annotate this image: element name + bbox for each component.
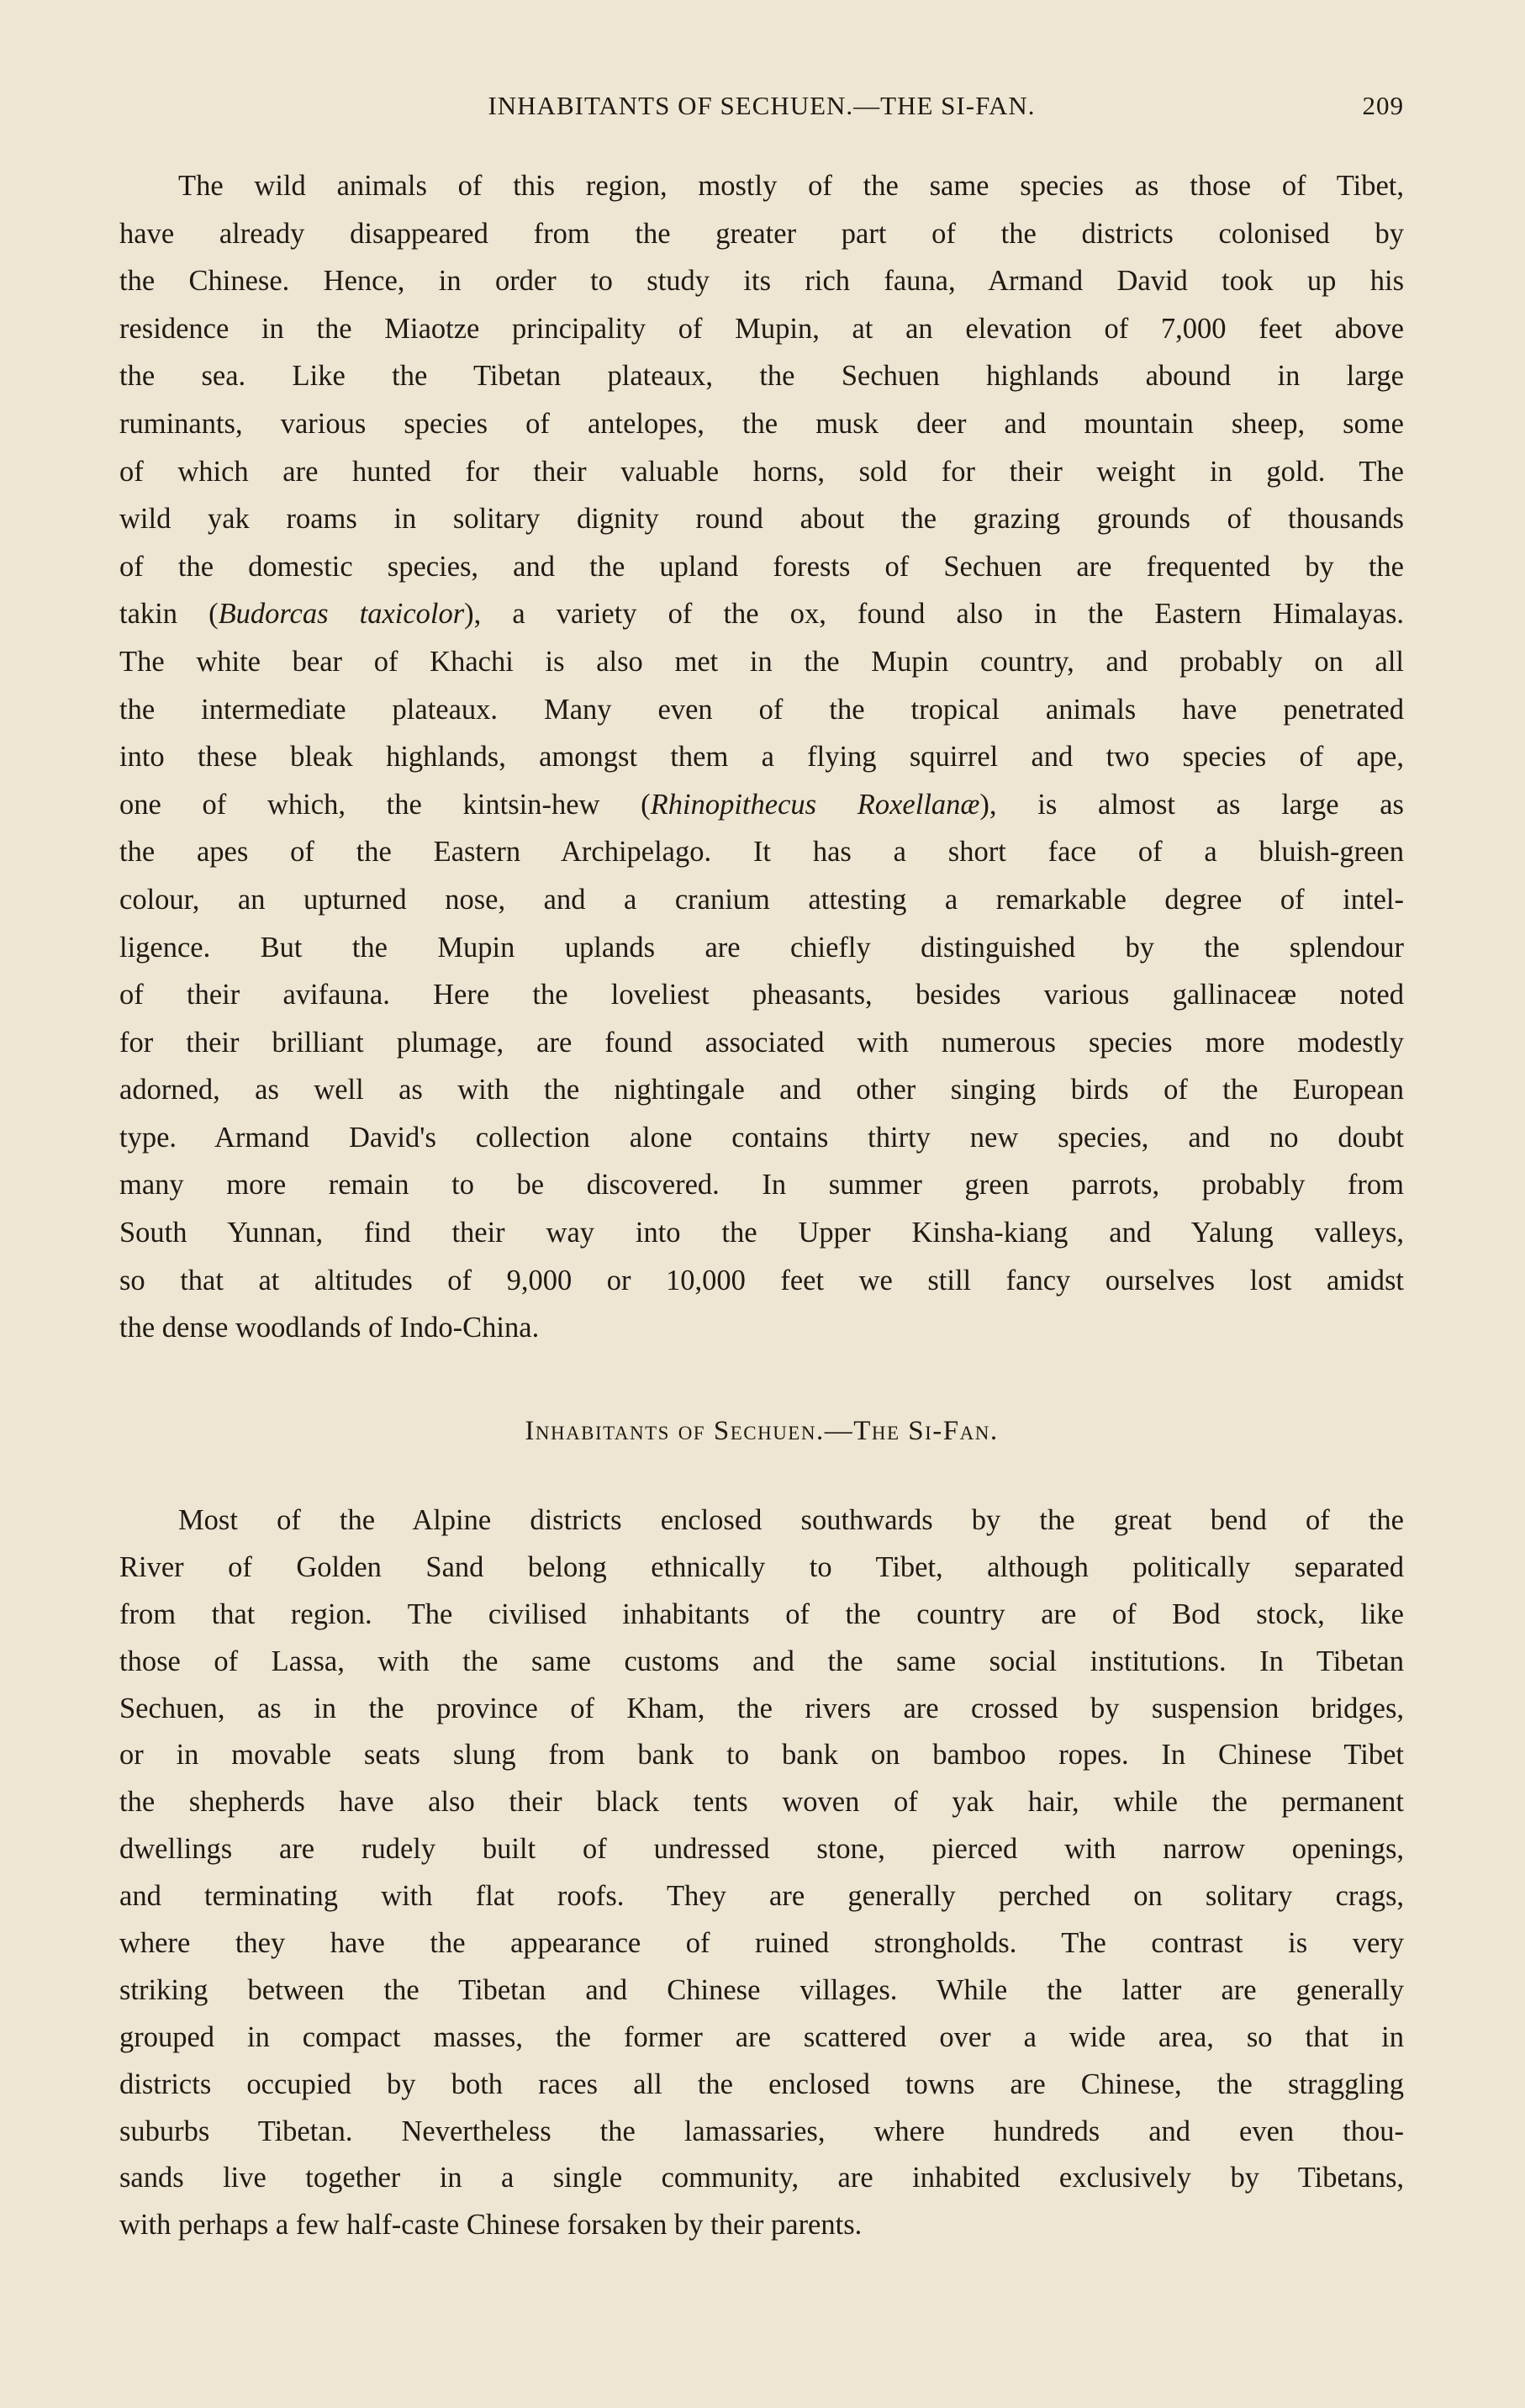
species-name: Rhinopithecus Roxellanæ [650,788,980,821]
species-name: Budorcas taxicolor [218,598,465,631]
text-line: type. Armand David's collection alone contains thirty new species, and no doubt [119,1121,1404,1154]
text-line: wild yak roams in solitary dignity round about the grazing grounds of thousands [119,503,1404,536]
text-line: of which are hunted for their valuable horns, sold for their weight in gold. The [119,455,1404,488]
text-line: sands live together in a single community, are inhabited exclusively by Tibetans, [119,2162,1404,2194]
text-line: adorned, as well as with the nightingale and other singing birds of the European [119,1074,1404,1106]
text-line: ruminants, various species of antelopes, the musk deer and mountain sheep, some [119,407,1404,440]
text-line: of their avifauna. Here the loveliest pheasants, besides various gallinaceæ noted [119,979,1404,1011]
text-line: South Yunnan, find their way into the Upper Kinsha-kiang and Yalung valleys, [119,1217,1404,1249]
text-line: many more remain to be discovered. In summer green parrots, probably from [119,1169,1404,1201]
text-line: into these bleak highlands, amongst them a flying squirrel and two species of ape, [119,741,1404,774]
text-line: ligence. But the Mupin uplands are chiefly distinguished by the splendour [119,931,1404,964]
text-line: The white bear of Khachi is also met in the Mupin country, and probably on all [119,645,1404,678]
text-line: the shepherds have also their black tents woven of yak hair, while the permanent [119,1786,1404,1819]
text-line: the Chinese. Hence, in order to study its rich fauna, Armand David took up his [119,265,1404,298]
text-line [119,781,1404,829]
text-line: those of Lassa, with the same customs and the same social institutions. In Tibetan [119,1645,1404,1677]
text-line: or in movable seats slung from bank to bank on bamboo ropes. In Chinese Tibet [119,1739,1404,1772]
text-line: the intermediate plateaux. Many even of the tropical animals have penetrated [119,693,1404,726]
text-line: residence in the Miaotze principality of Mupin, at an elevation of 7,000 feet above [119,312,1404,345]
text-line: of the domestic species, and the upland forests of Sechuen are frequented by the [119,550,1404,583]
paragraph-wild-animals [119,162,1404,1352]
text-line: with perhaps a few half-caste Chinese forsaken by their parents. [119,2209,863,2242]
text-line: from that region. The civilised inhabitants of the country are of Bod stock, like [119,1597,1404,1630]
text-line: dwellings are rudely built of undressed stone, pierced with narrow openings, [119,1833,1404,1866]
running-title: INHABITANTS OF SECHUEN.—THE SI-FAN. [488,91,1036,120]
running-header [119,86,1404,126]
text-segment: takin ( [119,598,219,631]
text-line: colour, an upturned nose, and a cranium attesting a remarkable degree of intel- [119,883,1404,916]
text-line: have already disappeared from the greater part of the districts colonised by [119,217,1404,250]
paragraph-alpine-districts [119,1497,1404,2249]
text-line: striking between the Tibetan and Chinese villages. While the latter are generally [119,1973,1404,2006]
text-segment: ), a variety of the ox, found also in the Eastern Himalayas. [464,598,1404,631]
text-line: and terminating with flat roofs. They are generally perched on solitary crags, [119,1880,1404,1913]
text-line: suburbs Tibetan. Nevertheless the lamassaries, where hundreds and even thou- [119,2115,1404,2147]
text-line: so that at altitudes of 9,000 or 10,000 feet we still fancy ourselves lost amidst [119,1264,1404,1296]
section-heading: Inhabitants of Sechuen.—The Si-Fan. [525,1416,999,1446]
text-segment: one of which, the kintsin-hew ( [119,788,651,821]
text-line: Sechuen, as in the province of Kham, the rivers are crossed by suspension bridges, [119,1692,1404,1724]
text-line: the apes of the Eastern Archipelago. It has a short face of a bluish-green [119,836,1404,869]
text-line: districts occupied by both races all the enclosed towns are Chinese, the straggling [119,2067,1404,2100]
text-segment: ), is almost as large as [979,788,1404,821]
page-number: 209 [1362,91,1404,120]
text-line: the dense woodlands of Indo-China. [119,1312,540,1344]
text-line: grouped in compact masses, the former are scattered over a wide area, so that in [119,2020,1404,2053]
text-line [119,590,1404,638]
text-line: Most of the Alpine districts enclosed southwards by the great bend of the [178,1504,1404,1536]
text-line: River of Golden Sand belong ethnically to Tibet, although politically separated [119,1550,1404,1583]
text-line: where they have the appearance of ruined strongholds. The contrast is very [119,1927,1404,1960]
text-line: the sea. Like the Tibetan plateaux, the Sechuen highlands abound in large [119,360,1404,393]
text-line: for their brilliant plumage, are found associated with numerous species more modestly [119,1026,1404,1059]
text-line: The wild animals of this region, mostly of the same species as those of Tibet, [178,170,1404,202]
